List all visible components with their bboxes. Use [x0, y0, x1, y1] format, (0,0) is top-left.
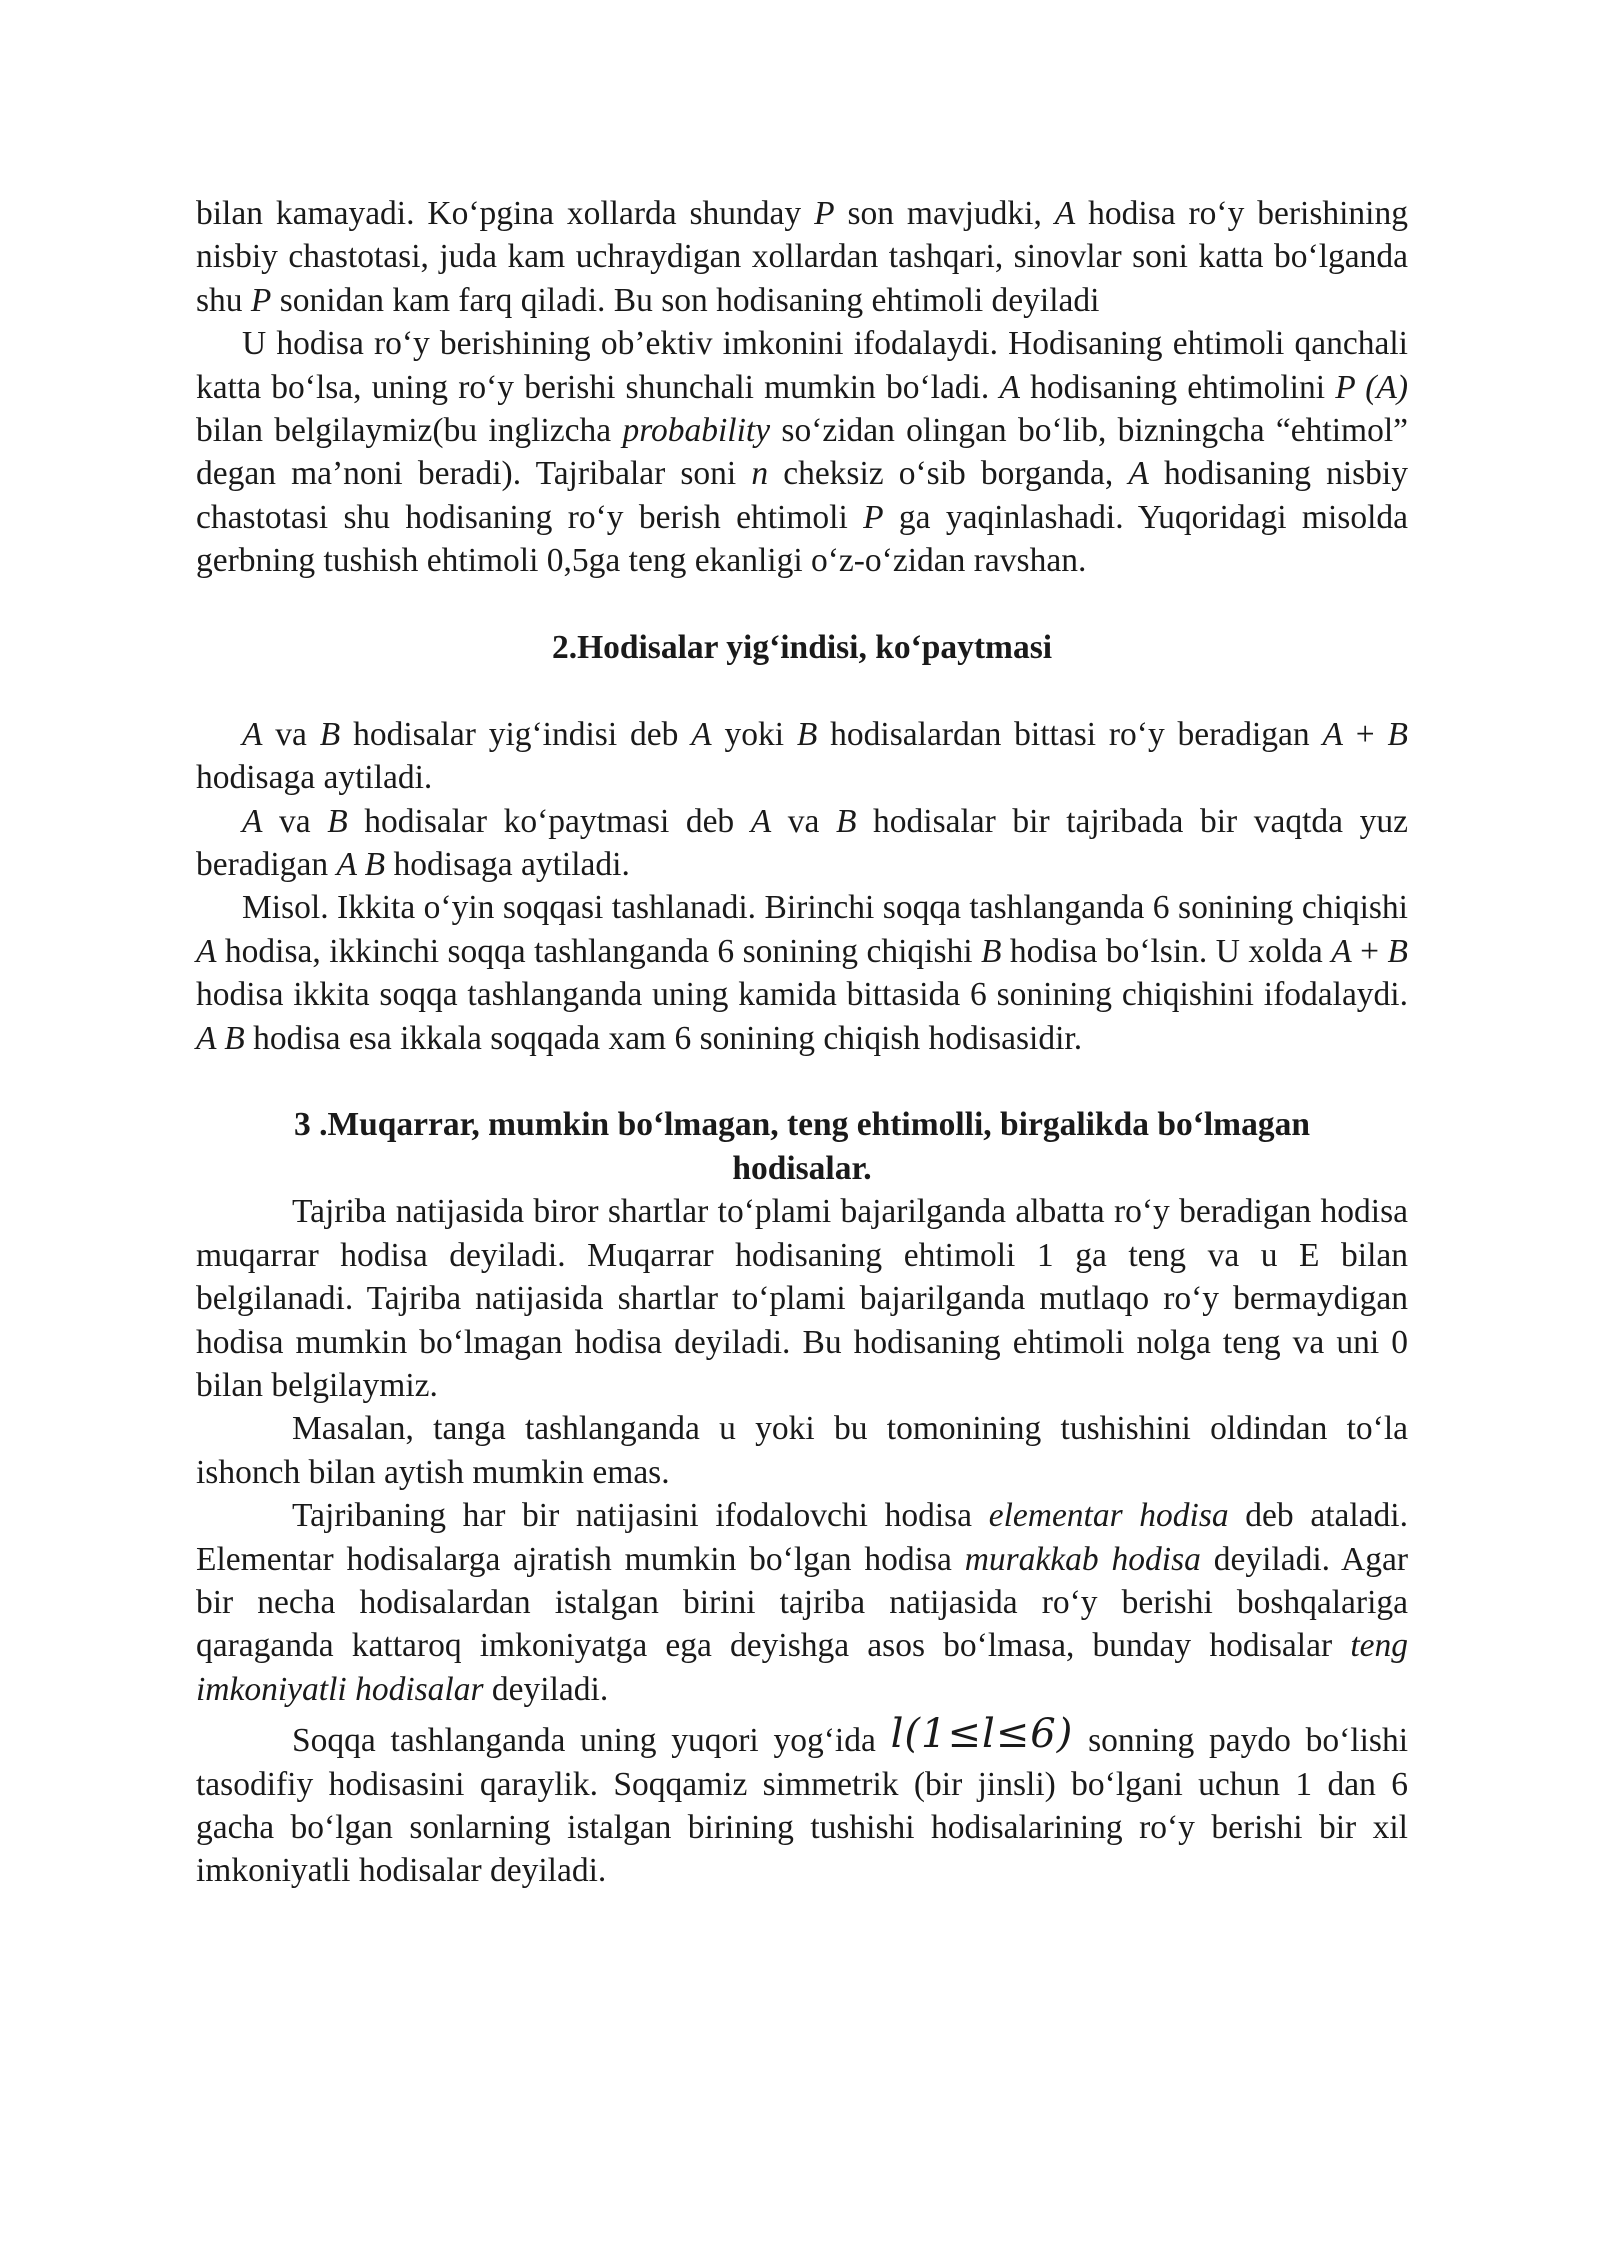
paragraph: Misol. Ikkita o‘yin soqqasi tashlanadi. Birinchi soqqa tashlanganda 6 sonining chiqishi A hodisa, ikkinchi soqqa tashlanganda 6 sonining chiqishi B hodisa bo‘lsin. U xolda A + B hodisa ikkita soqqa tashlanganda uning kamida bittasida 6 sonining chiqishini ifodalaydi. A B hodisa esa ikkala soqqada xam 6 sonining chiqish hodisasidir.: [196, 889, 1408, 1057]
paragraph: Soqqa tashlanganda uning yuqori yog‘ida l(1≤l≤6) sonning paydo bo‘lishi tasodifiy hodisasini qaraylik. Soqqamiz simmetrik (bir jinsli) bo‘lgani uchun 1 dan 6 gacha bo‘lgan sonlarning istalgan birining tushishi hodisalarining ro‘y berishi bir xil imkoniyatli hodisalar deyiladi.: [196, 1711, 1408, 1890]
spacer: [196, 1060, 1408, 1103]
section-heading: [196, 1103, 1408, 1190]
paragraph: A va B hodisalar ko‘paytmasi deb A va B hodisalar bir tajribada bir vaqtda yuz beradigan A B hodisaga aytiladi.: [196, 802, 1408, 884]
document-page: [196, 192, 1408, 1893]
paragraph: U hodisa ro‘y berishining ob’ektiv imkonini ifodalaydi. Hodisaning ehtimoli qanchali katta bo‘lsa, uning ro‘y berishi shunchali mumkin bo‘ladi. A hodisaning ehtimolini P (A) bilan belgilaymiz(bu inglizcha probability so‘zidan olingan bo‘lib, bizningcha “ehtimol” degan ma’noni beradi). Tajribalar soni n cheksiz o‘sib borganda, A hodisaning nisbiy chastotasi shu hodisaning ro‘y berish ehtimoli P ga yaqinlashadi. Yuqoridagi misolda gerbning tushish ehtimoli 0,5ga teng ekanligi o‘z-o‘zidan ravshan.: [196, 325, 1409, 580]
math-formula: l(1≤l≤6): [890, 1711, 1074, 1758]
paragraph: Tajribaning har bir natijasini ifodalovchi hodisa elementar hodisa deb ataladi. Elementar hodisalarga ajratish mumkin bo‘lgan hodisa murakkab hodisa deyiladi. Agar bir necha hodisalardan istalgan birini tajriba natijasida ro‘y berishi boshqalariga qaraganda kattaroq imkoniyatga ega deyishga asos bo‘lmasa, bunday hodisalar teng imkoniyatli hodisalar deyiladi.: [196, 1497, 1409, 1708]
spacer: [196, 669, 1408, 712]
paragraph: Masalan, tanga tashlanganda u yoki bu tomonining tushishini oldindan to‘la ishonch bilan aytish mumkin emas.: [196, 1410, 1408, 1491]
section-heading-line: hodisalar.: [732, 1149, 872, 1187]
spacer: [196, 583, 1408, 626]
paragraph: bilan kamayadi. Ko‘pgina xollarda shunday P son mavjudki, A hodisa ro‘y berishining nisbiy chastotasi, juda kam uchraydigan xollardan tashqari, sinovlar soni katta bo‘lganda shu P sonidan kam farq qiladi. Bu son hodisaning ehtimoli deyiladi: [196, 195, 1408, 319]
paragraph: A va B hodisalar yig‘indisi deb A yoki B hodisalardan bittasi ro‘y beradigan A + B hodisaga aytiladi.: [196, 715, 1408, 797]
section-heading-line: 3 .Muqarrar, mumkin bo‘lmagan, teng ehtimolli, birgalikda bo‘lmagan: [294, 1106, 1310, 1144]
section-heading: 2.Hodisalar yig‘indisi, ko‘paytmasi: [551, 629, 1053, 667]
paragraph: Tajriba natijasida biror shartlar to‘plami bajarilganda albatta ro‘y beradigan hodisa muqarrar hodisa deyiladi. Muqarrar hodisaning ehtimoli 1 ga teng va u E bilan belgilanadi. Tajriba natijasida shartlar to‘plami bajarilganda mutlaqo ro‘y bermaydigan hodisa mumkin bo‘lmagan hodisa deyiladi. Bu hodisaning ehtimoli nolga teng va uni 0 bilan belgilaymiz.: [196, 1193, 1408, 1404]
